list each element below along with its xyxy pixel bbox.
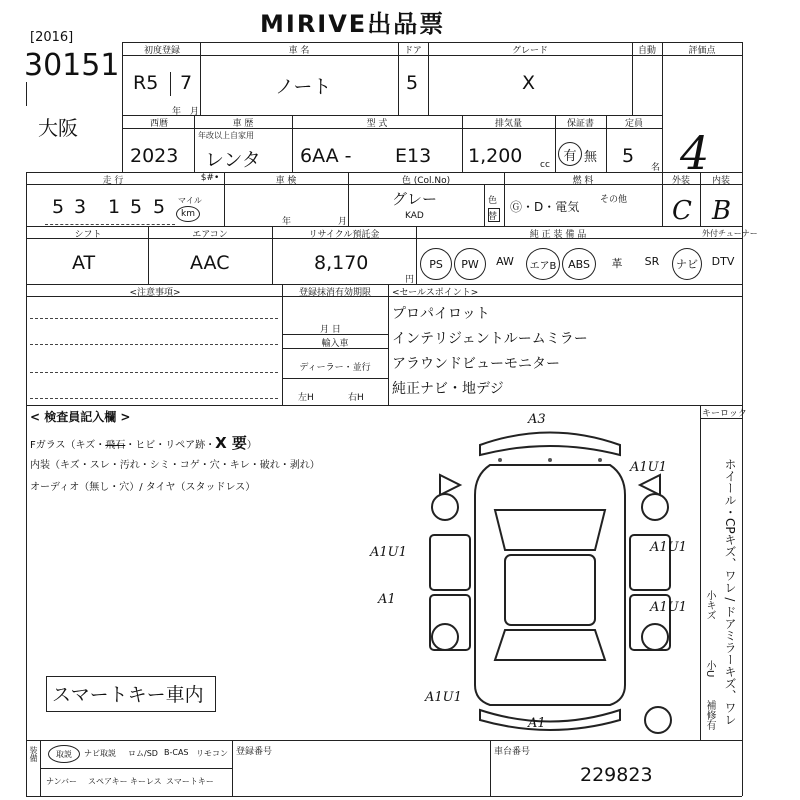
color-value: グレー [392,190,438,208]
windshield-struck: 飛石 [105,440,126,451]
aircon-label: エアコン [192,230,228,240]
western-year-label: 西暦 [149,119,168,129]
divider [170,72,171,96]
frame-line [700,405,701,740]
shift-value: AT [72,252,96,274]
fuel-value: Ⓖ・D・電気 [510,200,580,214]
equipment-aw: AW [496,255,514,268]
model-prefix: 6AA - [300,145,352,167]
footer-item: スマートキー [166,777,214,786]
car-wheel-rr [642,624,668,650]
footer-item: キーレス [130,777,162,786]
damage-mark-right-door: A1U1 [650,540,687,555]
displacement-label: 排気量 [494,119,522,129]
side-note-sub: 補修有 [704,700,715,730]
mileage-label: 走 行 [102,176,124,186]
frame-line [26,796,742,797]
mileage-baseline [45,224,175,225]
model-code: E13 [395,145,432,167]
color-label: 色 (Col.No) [401,176,451,186]
frame-line [484,184,485,226]
car-name-label: 車 名 [288,46,310,56]
divider [282,378,388,379]
side-note-sub: 小U [704,660,715,678]
damage-mark-left-front: A1U1 [370,545,407,560]
frame-line [742,42,743,796]
mileage-digit: 5 [130,196,143,218]
capacity-label: 定員 [624,119,643,129]
footer-manual-circled: 取説 [48,745,80,763]
steering-left: 左H [298,393,314,403]
seats-unit: 名 [651,163,661,173]
year-tag: [2016] [30,30,74,45]
mileage-flag-label: $#• [200,173,220,183]
equipment-airbag: エアB [526,248,560,280]
damage-dot [548,458,552,462]
equipment-abs: ABS [562,248,596,280]
yen-unit: 円 [405,275,415,285]
color-change-checkbox [488,208,500,222]
car-wheel-rf [642,494,668,520]
car-name-value: ノート [275,76,332,98]
mileage-digit: 1 [108,196,121,218]
side-note: ホイール・CPキズ、ワレ / ドアミラーキズ、ワレ [723,458,737,726]
exterior-label: 外装 [671,176,690,186]
frame-line [232,740,233,796]
sheet-title: MIRIVE出品票 [260,10,446,38]
divider [700,418,742,419]
color-short-label: 色 [488,196,498,206]
model-label: 型 式 [366,119,388,129]
footer-item: B-CAS [164,748,189,757]
auto-label: 自動 [637,46,656,56]
reg-expiry-label: 登録抹消有効期限 [298,288,371,298]
era-month-unit: 月 [190,107,200,117]
car-roof [505,555,595,625]
warranty-yes-circled: 有 [558,142,582,166]
windshield-end: ） [246,440,257,451]
color-change-label: 替 [488,212,498,222]
car-right-mirror [640,475,660,495]
grade-value: X [522,72,536,94]
sales-point: プロパイロット [392,306,490,322]
car-left-mirror [440,475,460,495]
windshield-mid: ヒビ・リペア跡・ [135,440,216,451]
sales-point: アラウンドビューモニター [392,356,560,372]
western-year-value: 2023 [130,145,179,167]
footer-item: ナビ取説 [84,749,116,758]
era-year-unit: 年 [172,107,182,117]
reg-month-value: 7 [180,72,193,94]
aircon-value: AAC [190,252,230,274]
chassis-no-value: 229823 [580,764,653,786]
footer-item: リモコン [196,749,228,758]
car-front-bumper [480,433,620,456]
notes-line [30,344,278,345]
capacity-value: 5 [622,145,635,167]
history-value: レンタ [205,149,261,171]
notes-line [30,318,278,319]
history-sub-label: 年改以上自家用 [198,131,254,140]
equipment-leather: 革 [611,257,623,270]
frame-line [26,172,27,284]
car-spare-wheel [645,707,671,733]
smartkey-note: スマートキー車内 [52,684,204,706]
frame-line [490,740,491,796]
damage-mark-left-rear: A1 [378,592,396,607]
mileage-digit: 5 [52,196,65,218]
inspection-month-unit: 月 [338,217,348,227]
first-reg-label: 初度登録 [143,46,180,56]
equipment-label: 純 正 装 備 品 [529,230,587,240]
mileage-digit: 5 [153,196,166,218]
car-rear-bumper [480,710,620,730]
rating-value: 4 [680,126,710,180]
era-value: R5 [133,72,159,94]
dealer-label: ディーラー・並行 [299,363,371,373]
damage-mark-front: A3 [528,412,546,427]
frame-line [26,284,27,796]
warranty-no: 無 [584,150,598,165]
mileage-digit: 3 [74,196,87,218]
inspector-interior-line: 内装（キズ・スレ・汚れ・シミ・コゲ・穴・キレ・破れ・剥れ） [30,460,320,471]
history-label: 車 歴 [232,119,254,129]
equipment-ps: PS [420,248,452,280]
car-left-front-door [430,535,470,590]
car-wheel-lr [432,624,458,650]
equipment-navi: ナビ [672,248,702,280]
inspector-audio-line: オーディオ（無し・穴）/ タイヤ（スタッドレス） [30,482,256,493]
frame-line [26,405,742,406]
frame-line [122,42,123,172]
location: 大阪 [38,116,78,140]
fuel-other-label: その他 [600,195,628,205]
miles-unit: マイル [178,196,202,205]
notes-line [30,398,278,399]
equipment-dtv: DTV [711,255,735,268]
keylock-label: キーロック [702,409,747,419]
inspector-windshield-line: Fガラス（キズ・飛石・ヒビ・リペア跡・X 要） [30,434,257,452]
footer-item: スペアキー [88,777,128,786]
divider [282,334,388,335]
notes-label: <注意事項> [129,288,181,298]
warranty-label: 保証書 [566,119,594,129]
color-code: KAD [405,211,424,221]
frame-line [388,284,389,405]
footer-item: ナンバー [46,777,78,786]
doors-label: ドア [404,46,422,56]
import-car-label: 輸入車 [321,339,349,349]
footer-item: ロム/SD [128,749,158,758]
divider [26,82,27,106]
sales-points-label: <セールスポイント> [392,288,479,298]
car-body-outline [475,465,625,705]
grade-label: グレード [511,46,548,56]
sales-point: 純正ナビ・地デジ [392,381,504,397]
displacement-value: 1,200 [468,145,523,167]
inspector-notes-label: < 検査員記入欄 > [30,410,131,424]
divider [282,348,388,349]
damage-mark-rear: A1 [528,716,546,731]
recycle-fee-value: 8,170 [314,252,369,274]
steering-right: 右H [348,393,364,403]
damage-mark-right-rear: A1U1 [650,600,687,615]
footer-side-label: 装備 [29,746,38,762]
inspection-label: 車 検 [275,176,297,186]
side-note-sub: 小キズ [704,590,715,620]
car-wheel-lf [432,494,458,520]
chassis-no-label: 車台番号 [494,747,531,757]
fuel-label: 燃 料 [572,176,594,186]
damage-dot [498,458,502,462]
interior-grade: B [712,196,732,226]
damage-mark-left-bumper: A1U1 [425,690,462,705]
doors-value: 5 [406,72,419,94]
sales-point: インテリジェントルームミラー [392,331,588,347]
frame-line [40,768,232,769]
windshield-mark: X 要 [215,434,247,452]
equipment-sunroof: SR [644,255,660,268]
lot-number: 30151 [24,48,120,83]
exterior-grade: C [672,196,692,226]
frame-line [662,42,663,226]
rating-label: 評価点 [688,46,716,56]
reg-expiry-month-day: 月 日 [320,325,341,335]
cc-unit: cc [540,160,550,170]
damage-dot [598,458,602,462]
doc-reg-no-label: 登録番号 [236,747,273,757]
frame-line [26,740,742,741]
car-windshield [495,510,605,550]
shift-label: シフト [74,230,102,240]
windshield-text: Fガラス（キズ・ [30,440,106,451]
recycle-label: リサイクル預託金 [308,230,380,240]
equipment-pw: PW [454,248,486,280]
damage-mark-right-front: A1U1 [630,460,667,475]
km-unit-circled: km [176,206,200,222]
car-left-rear-door [430,595,470,650]
notes-line [30,372,278,373]
inspection-year-unit: 年 [282,217,292,227]
interior-label: 内装 [711,176,730,186]
car-rear-window [495,630,605,660]
tuner-label: 外付チューナー [702,229,758,238]
